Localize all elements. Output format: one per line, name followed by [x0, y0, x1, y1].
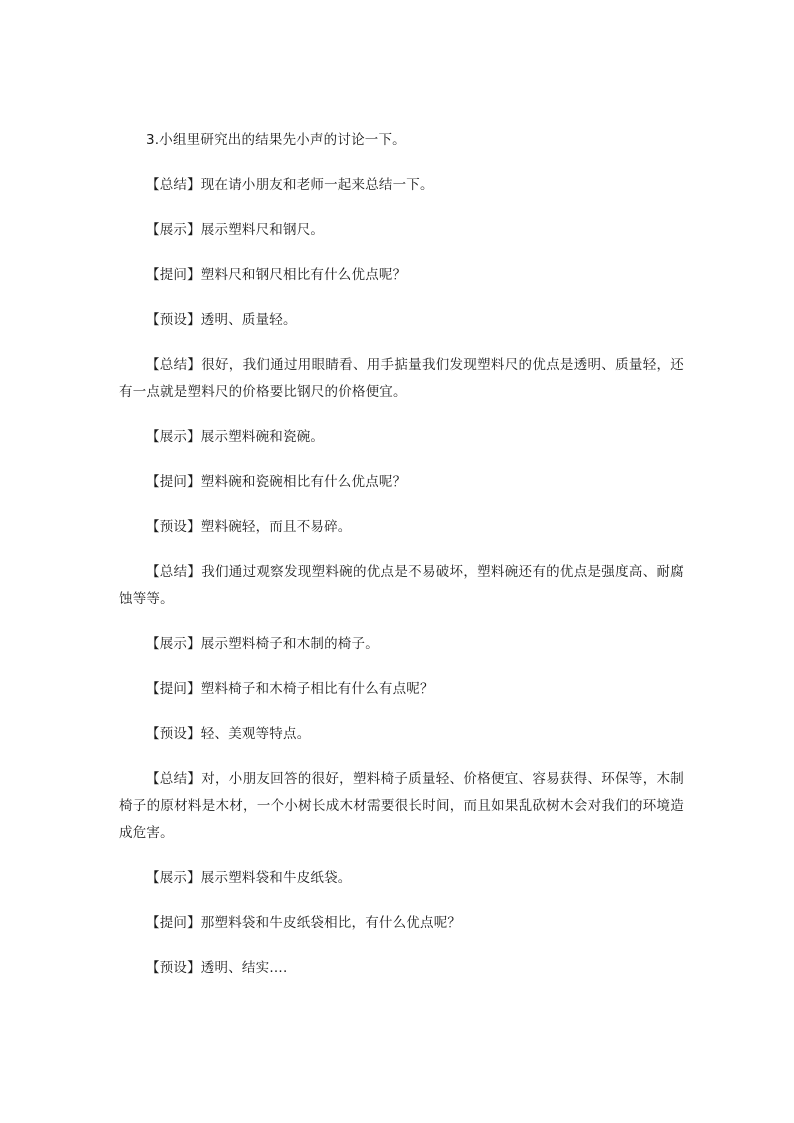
paragraph-preset: 【预设】轻、美观等特点。 [146, 726, 311, 742]
paragraph-step-3: 3.小组里研究出的结果先小声的讨论一下。 [146, 132, 406, 148]
paragraph-display: 【展示】展示塑料尺和钢尺。 [146, 222, 325, 238]
paragraph-preset: 【预设】塑料碗轻，而且不易碎。 [146, 519, 352, 535]
paragraph-display: 【展示】展示塑料碗和瓷碗。 [146, 429, 325, 445]
paragraph-question: 【提问】那塑料袋和牛皮纸袋相比，有什么优点呢？ [146, 915, 462, 931]
paragraph-preset: 【预设】透明、质量轻。 [146, 312, 297, 328]
paragraph-display: 【展示】展示塑料袋和牛皮纸袋。 [146, 870, 352, 886]
paragraph-summary: 【总结】现在请小朋友和老师一起来总结一下。 [146, 177, 434, 193]
paragraph-display: 【展示】展示塑料椅子和木制的椅子。 [146, 636, 379, 652]
paragraph-question: 【提问】塑料尺和钢尺相比有什么优点呢？ [146, 267, 407, 283]
paragraph-summary: 【总结】我们通过观察发现塑料碗的优点是不易破坏，塑料碗还有的优点是强度高、耐腐蚀等等。 [119, 564, 684, 607]
paragraph-question: 【提问】塑料椅子和木椅子相比有什么有点呢？ [146, 681, 434, 697]
document-body [119, 127, 684, 1000]
paragraph-preset: 【预设】透明、结实…. [146, 960, 288, 976]
paragraph-question: 【提问】塑料碗和瓷碗相比有什么优点呢？ [146, 474, 407, 490]
paragraph-summary: 【总结】对，小朋友回答的很好，塑料椅子质量轻、价格便宜、容易获得、环保等，木制椅子的原材料是木材，一个小树长成木材需要很长时间，而且如果乱砍树木会对我们的环境造成危害。 [119, 771, 684, 841]
paragraph-summary: 【总结】很好，我们通过用眼睛看、用手掂量我们发现塑料尺的优点是透明、质量轻，还有一点就是塑料尺的价格要比钢尺的价格便宜。 [119, 357, 684, 400]
